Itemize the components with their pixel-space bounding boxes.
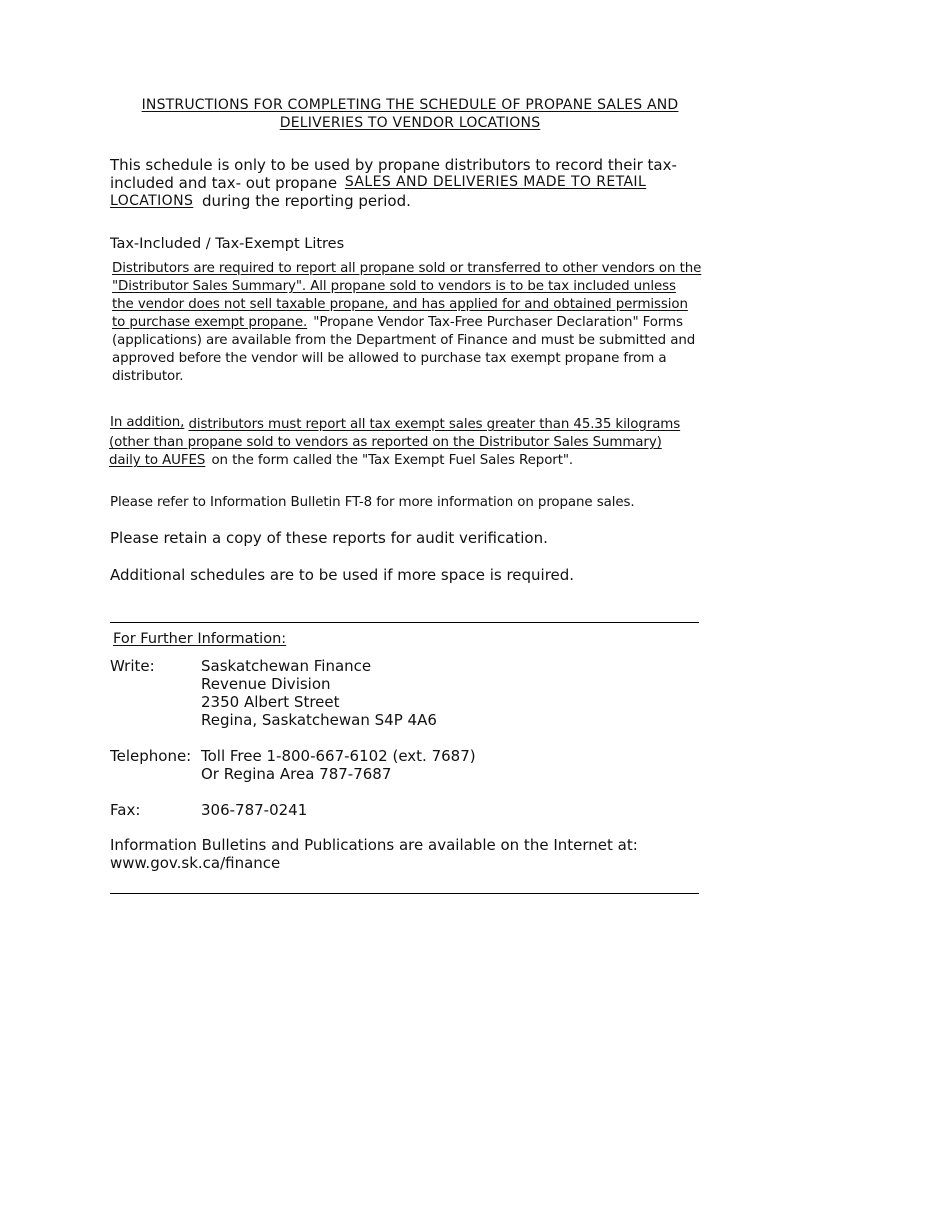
retain-note: Please retain a copy of these reports for audit verification. [110, 529, 548, 547]
write-address-line-4: Regina, Saskatchewan S4P 4A6 [201, 711, 437, 729]
telephone-line-1: Toll Free 1-800-667-6102 (ext. 7687) [201, 747, 476, 765]
tax-section-heading: Tax-Included / Tax-Exempt Litres [110, 236, 345, 252]
intro-emphasis: SALES AND DELIVERIES MADE TO RETAIL [344, 174, 647, 190]
addition-line-2: (other than propane sold to vendors as reported on the Distributor Sales Summary) [109, 435, 662, 450]
fax-label: Fax: [110, 801, 141, 819]
tax-line-4-underlined: to purchase exempt propane. [112, 315, 308, 330]
internet-info: Information Bulletins and Publications are available on the Internet at: [110, 836, 638, 854]
addition-line-1-text: distributors must report all tax exempt sales greater than 45.35 kilograms [188, 417, 681, 432]
intro-line-3 [110, 191, 411, 210]
contact-top-rule [110, 622, 699, 623]
addition-line-1 [110, 415, 680, 433]
addition-line-3-underlined: daily to AUFES [109, 453, 206, 468]
contact-heading: For Further Information: [113, 631, 287, 647]
intro-line-2-text: included and tax- out propane [110, 174, 338, 192]
tax-line-6: approved before the vendor will be allowed to purchase tax exempt propane from a [112, 351, 667, 366]
addition-line-1-lead: In addition, [110, 415, 185, 430]
document-title-line-2: DELIVERIES TO VENDOR LOCATIONS [279, 115, 541, 131]
bulletin-note: Please refer to Information Bulletin FT-8 for more information on propane sales. [110, 495, 635, 510]
addition-line-3-text: on the form called the "Tax Exempt Fuel Sales Report". [211, 453, 574, 468]
document-title-line-1: INSTRUCTIONS FOR COMPLETING THE SCHEDULE OF PROPANE SALES AND [141, 97, 679, 113]
addition-line-3 [109, 452, 573, 470]
write-address-line-1: Saskatchewan Finance [201, 657, 372, 675]
contact-bottom-rule [110, 893, 699, 894]
intro-line-3-text: during the reporting period. [202, 192, 411, 210]
tax-line-4 [112, 314, 683, 332]
tax-line-3: the vendor does not sell taxable propane, and has applied for and obtained permission [112, 297, 688, 312]
telephone-label: Telephone: [110, 747, 192, 765]
tax-line-1: Distributors are required to report all propane sold or transferred to other vendors on the [112, 261, 702, 276]
telephone-line-2: Or Regina Area 787-7687 [201, 765, 392, 783]
fax-value: 306-787-0241 [201, 801, 308, 819]
write-address-line-2: Revenue Division [201, 675, 331, 693]
intro-emphasis-locations: LOCATIONS [110, 193, 194, 209]
tax-line-7: distributor. [112, 369, 184, 384]
tax-line-2: "Distributor Sales Summary". All propane sold to vendors is to be tax included unless [112, 279, 676, 294]
additional-note: Additional schedules are to be used if more space is required. [110, 566, 575, 584]
write-label: Write: [110, 657, 155, 675]
intro-line-1: This schedule is only to be used by propane distributors to record their tax- [110, 156, 677, 174]
tax-line-4-text: "Propane Vendor Tax-Free Purchaser Declaration" Forms [313, 315, 683, 330]
write-address-line-3: 2350 Albert Street [201, 693, 340, 711]
tax-line-5: (applications) are available from the Department of Finance and must be submitted and [112, 333, 696, 348]
finance-website-link[interactable]: www.gov.sk.ca/finance [110, 854, 281, 872]
